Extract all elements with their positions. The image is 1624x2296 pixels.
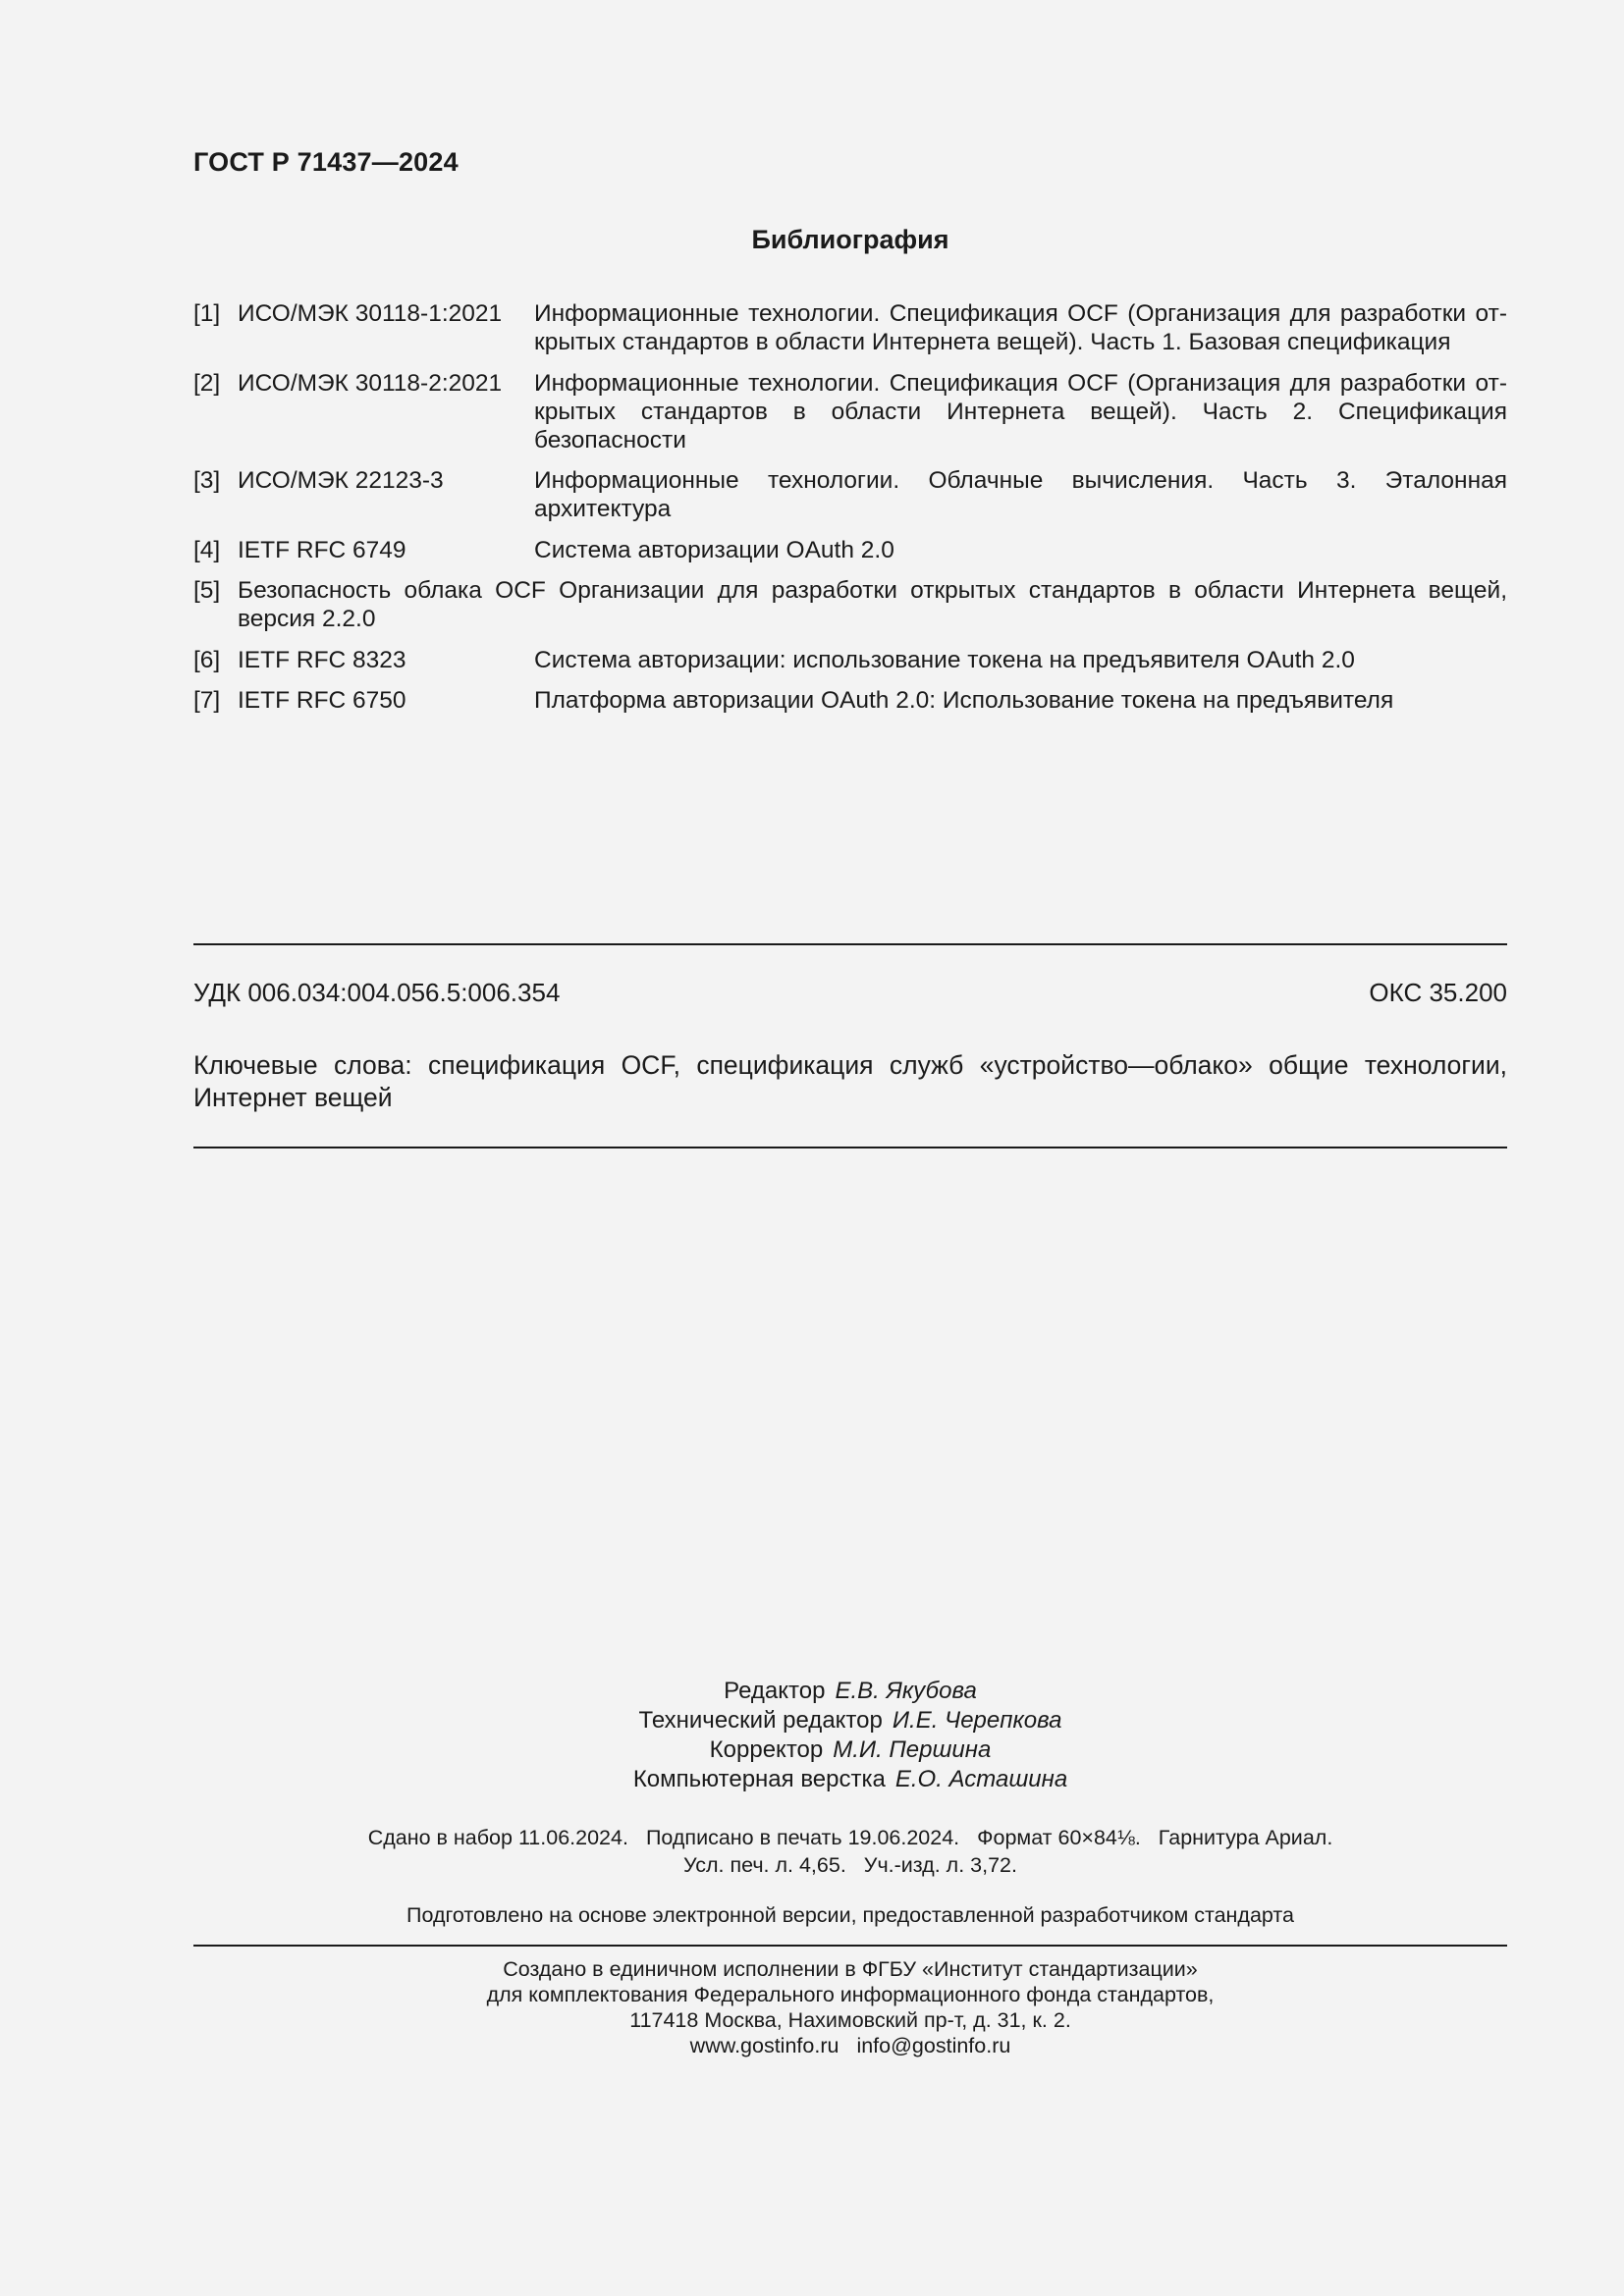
entry-number: [6] — [193, 646, 221, 673]
bibliography-entry-7 — [193, 686, 1507, 715]
credit-line-layout — [193, 1765, 1507, 1794]
bibliography-entry-5 — [193, 576, 1507, 633]
credit-role: Редактор — [724, 1678, 826, 1704]
entry-reference: IETF RFC 6750 — [238, 687, 406, 714]
entry-title: Система авторизации: использование токена на предъявителя OAuth 2.0 — [534, 646, 1355, 673]
typeset-date: Сдано в набор 11.06.2024. — [367, 1826, 628, 1849]
credit-name: Е.О. Асташина — [894, 1766, 1068, 1792]
entry-title: Информационные технологии. Спецификация OCF (Организация для разработки от-крытых стандартов в области Интернета вещей). Часть 1. Базовая спецификация — [534, 300, 1507, 355]
entry-number: [3] — [193, 467, 221, 494]
entry-reference: IETF RFC 6749 — [238, 536, 406, 563]
credit-role: Технический редактор — [638, 1707, 883, 1734]
entry-full-text: Безопасность облака OCF Организации для разработки открытых стандартов в области Интернета вещей, версия 2.2.0 — [238, 577, 1507, 632]
divider-bottom — [193, 1147, 1507, 1148]
credit-name: Е.В. Якубова — [835, 1678, 977, 1704]
entry-title: Система авторизации OAuth 2.0 — [534, 536, 894, 563]
entry-reference: IETF RFC 8323 — [238, 646, 406, 673]
credit-role: Корректор — [709, 1736, 824, 1763]
entry-title: Информационные технологии. Облачные вычисления. Часть 3. Эталонная архитектура — [534, 467, 1507, 522]
print-info-line-2 — [193, 1851, 1507, 1879]
email-link[interactable]: info@gostinfo.ru — [856, 2034, 1011, 2057]
bibliography-entry-4 — [193, 536, 1507, 564]
bibliography-entry-1 — [193, 299, 1507, 356]
keywords: Ключевые слова: спецификация OCF, спецификация служб «устройство—облако» общие технологии, Интернет вещей — [193, 1050, 1507, 1112]
credit-role: Компьютерная верстка — [632, 1766, 886, 1792]
publisher-line-2: для комплектования Федерального информационного фонда стандартов, — [486, 1983, 1215, 2006]
print-info-line-1 — [193, 1824, 1507, 1851]
entry-number: [5] — [193, 577, 221, 604]
udk-code: УДК 006.034:004.056.5:006.354 — [193, 978, 561, 1007]
entry-number: [1] — [193, 300, 221, 327]
entry-number: [4] — [193, 536, 221, 563]
entry-title: Информационные технологии. Спецификация OCF (Организация для разработки от-крытых стандартов в области Интернета вещей). Часть 2. Спецификация безопасности — [534, 369, 1507, 454]
signed-date: Подписано в печать 19.06.2024. — [645, 1826, 960, 1849]
entry-reference: ИСО/МЭК 30118-2:2021 — [238, 369, 503, 397]
entry-number: [7] — [193, 687, 221, 714]
entry-number: [2] — [193, 369, 221, 397]
print-sheets: Усл. печ. л. 4,65. — [682, 1853, 846, 1877]
publisher-line-1: Создано в единичном исполнении в ФГБУ «Институт стандартизации» — [503, 1957, 1198, 1981]
classification-row — [193, 978, 1507, 1008]
bibliography-list — [193, 299, 1507, 727]
publisher-contacts — [193, 2033, 1507, 2058]
bibliography-entry-3 — [193, 466, 1507, 523]
credits-block — [193, 1677, 1507, 1794]
publisher-sheets: Уч.-изд. л. 3,72. — [863, 1853, 1017, 1877]
bibliography-entry-6 — [193, 646, 1507, 674]
oks-code: ОКС 35.200 — [1369, 978, 1507, 1007]
entry-reference: ИСО/МЭК 30118-1:2021 — [238, 300, 503, 327]
divider-top — [193, 943, 1507, 945]
typeface: Гарнитура Ариал. — [1158, 1826, 1333, 1849]
bibliography-title: Библиография — [751, 225, 949, 254]
prepared-note: Подготовлено на основе электронной версии, предоставленной разработчиком стандарта — [406, 1903, 1294, 1927]
credit-name: М.И. Першина — [833, 1736, 992, 1763]
entry-title: Платформа авторизации OAuth 2.0: Использование токена на предъявителя — [534, 687, 1394, 714]
entry-reference: ИСО/МЭК 22123-3 — [238, 467, 444, 494]
website-link[interactable]: www.gostinfo.ru — [689, 2034, 839, 2057]
publisher-address: 117418 Москва, Нахимовский пр-т, д. 31, к. 2. — [629, 2008, 1071, 2032]
credit-line-tech-editor — [193, 1706, 1507, 1735]
credit-line-editor — [193, 1677, 1507, 1706]
credit-line-proofreader — [193, 1735, 1507, 1765]
print-info — [193, 1824, 1507, 1879]
publisher-block — [193, 1956, 1507, 2058]
bibliography-entry-2 — [193, 369, 1507, 454]
credit-name: И.Е. Черепкова — [892, 1707, 1062, 1734]
page-header-standard-id: ГОСТ Р 71437—2024 — [193, 147, 459, 177]
format: Формат 60×84⅛. — [977, 1826, 1141, 1849]
divider-publisher — [193, 1945, 1507, 1947]
